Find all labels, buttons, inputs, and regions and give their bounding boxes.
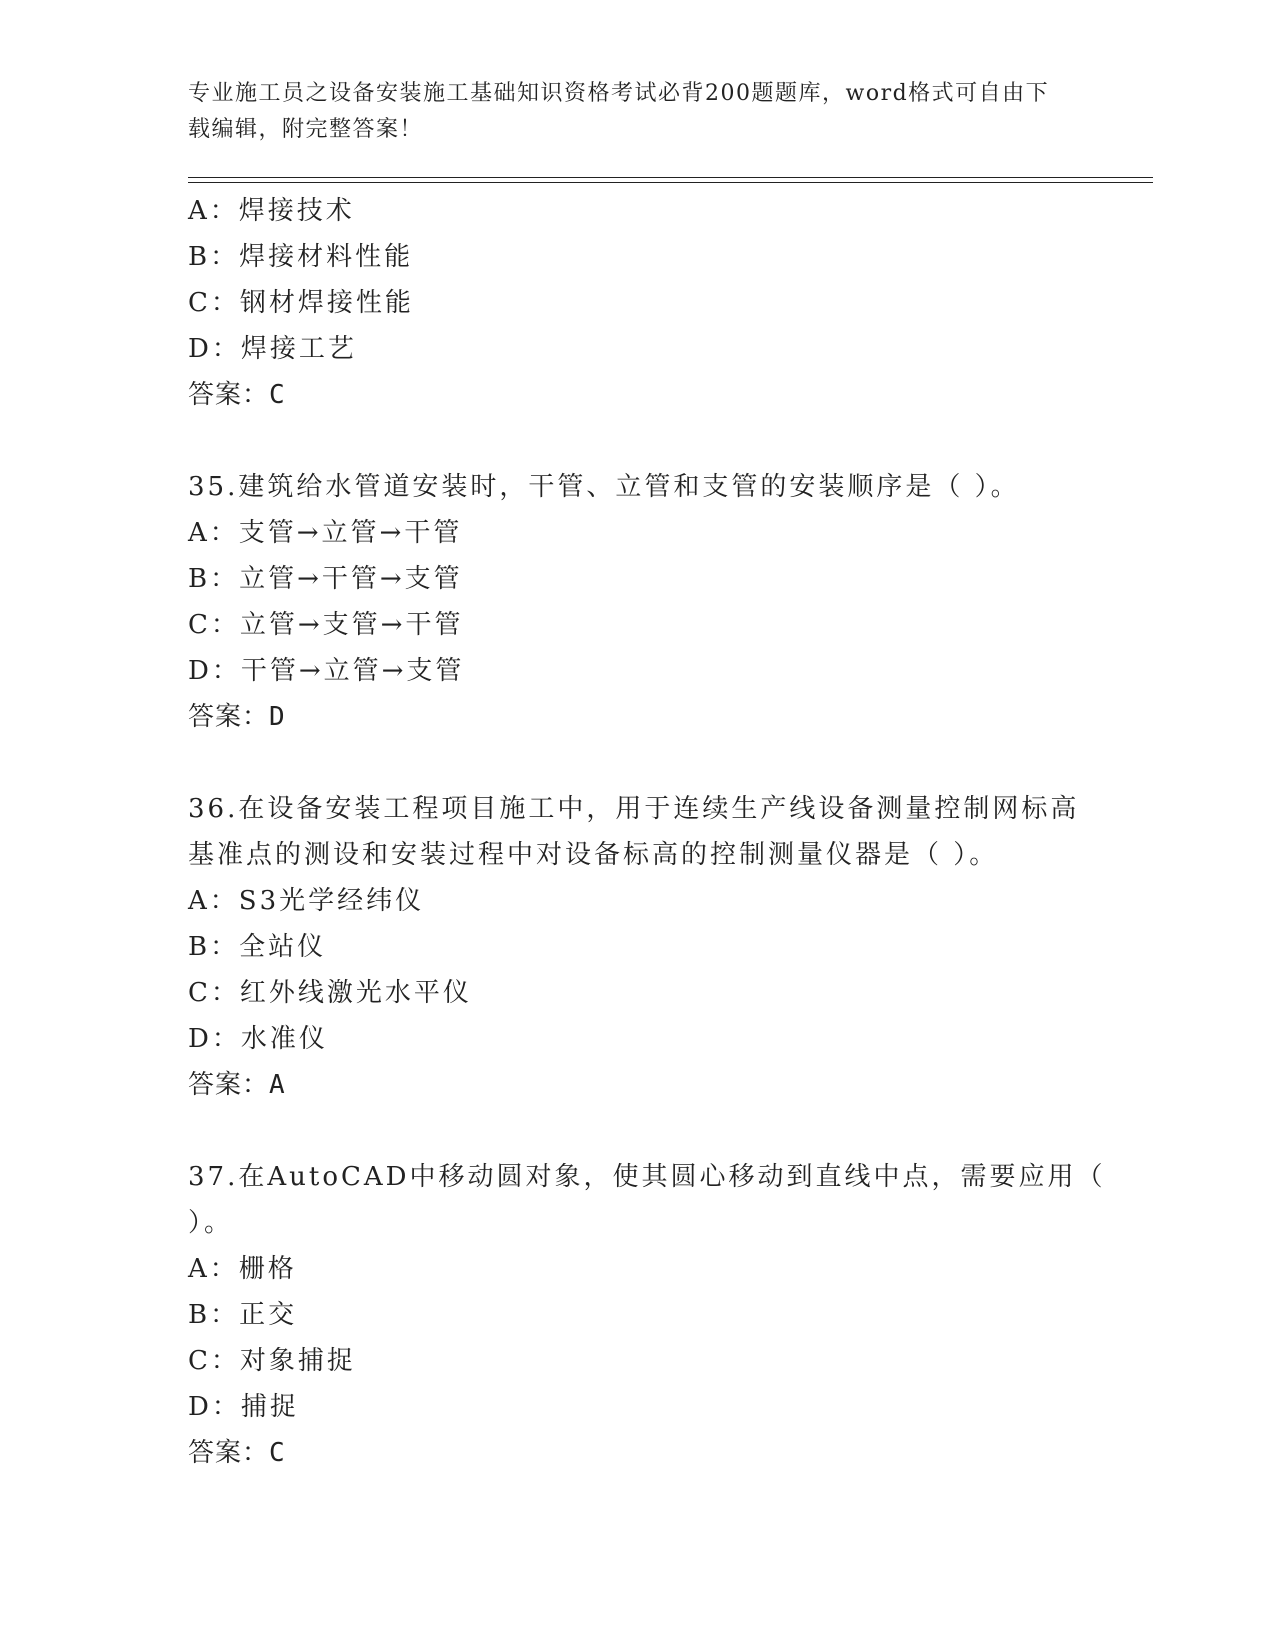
question-37 bbox=[188, 1154, 1108, 1476]
option-c: C：红外线激光水平仪 bbox=[188, 978, 472, 1008]
answer: 答案：A bbox=[188, 1070, 286, 1100]
question-text: 36.在设备安装工程项目施工中，用于连续生产线设备测量控制网标高基准点的测设和安装过程中对设备标高的控制测量仪器是（ ）。 bbox=[188, 794, 1080, 870]
question-36 bbox=[188, 786, 1108, 1108]
answer: 答案：D bbox=[188, 702, 286, 732]
header-divider-top bbox=[188, 177, 1153, 178]
question-35 bbox=[188, 464, 1108, 740]
answer: 答案：C bbox=[188, 380, 286, 410]
option-b: B：全站仪 bbox=[188, 932, 327, 962]
option-b: B：正交 bbox=[188, 1300, 298, 1330]
option-d: D：水准仪 bbox=[188, 1024, 328, 1054]
option-b: B：焊接材料性能 bbox=[188, 242, 414, 272]
question-text: 35.建筑给水管道安装时，干管、立管和支管的安装顺序是（ ）。 bbox=[188, 472, 1020, 502]
question-text: 37.在AutoCAD中移动圆对象，使其圆心移动到直线中点，需要应用（ ）。 bbox=[188, 1162, 1106, 1238]
partial-question bbox=[188, 188, 1108, 418]
header-divider-bottom bbox=[188, 182, 1153, 183]
option-d: D：干管→立管→支管 bbox=[188, 656, 465, 686]
question-list bbox=[188, 188, 1108, 1476]
answer: 答案：C bbox=[188, 1438, 286, 1468]
option-d: D：焊接工艺 bbox=[188, 334, 357, 364]
option-d: D：捕捉 bbox=[188, 1392, 299, 1422]
option-a: A：栅格 bbox=[188, 1254, 297, 1284]
option-a: A：支管→立管→干管 bbox=[188, 518, 463, 548]
option-a: A：S3光学经纬仪 bbox=[188, 886, 425, 916]
option-c: C：钢材焊接性能 bbox=[188, 288, 414, 318]
document-header: 专业施工员之设备安装施工基础知识资格考试必背200题题库，word格式可自由下载编辑，附完整答案！ bbox=[188, 81, 1050, 142]
option-c: C：立管→支管→干管 bbox=[188, 610, 464, 640]
option-b: B：立管→干管→支管 bbox=[188, 564, 463, 594]
option-a: A：焊接技术 bbox=[188, 196, 355, 226]
option-c: C：对象捕捉 bbox=[188, 1346, 356, 1376]
